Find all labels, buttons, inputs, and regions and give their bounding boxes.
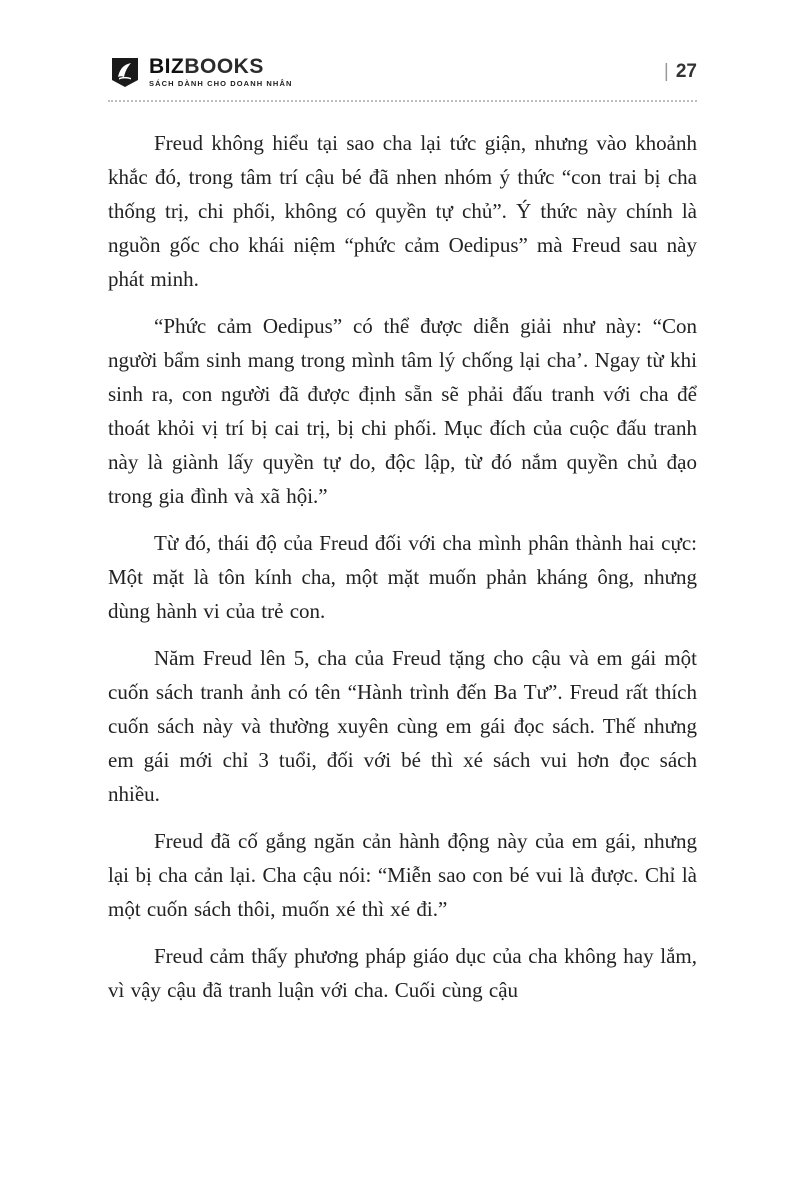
page-content	[108, 126, 697, 1007]
paragraph-1: Freud không hiểu tại sao cha lại tức giận, nhưng vào khoảnh khắc đó, trong tâm trí cậu bé đã nhen nhóm ý thức “con trai bị cha thống trị, chi phối, không có quyền tự chủ”. Ý thức này chính là nguồn gốc cho khái niệm “phức cảm Oedipus” mà Freud sau này phát minh.	[108, 131, 697, 291]
brand-name-biz: BIZ	[149, 55, 185, 79]
brand-tagline: SÁCH DÀNH CHO DOANH NHÂN	[149, 79, 293, 89]
paragraph-6: Freud cảm thấy phương pháp giáo dục của cha không hay lắm, vì vậy cậu đã tranh luận với cha. Cuối cùng cậu	[108, 944, 697, 1002]
header-divider	[108, 100, 697, 102]
bizbooks-brand	[108, 55, 292, 89]
page-header	[108, 50, 697, 94]
brand-name	[149, 56, 292, 77]
brand-text	[149, 56, 292, 88]
bizbooks-logo-icon	[108, 55, 142, 89]
page-number	[664, 61, 697, 83]
brand-name-books: BOOKS	[184, 55, 264, 79]
page-number-value: 27	[675, 61, 697, 82]
paragraph-3: Từ đó, thái độ của Freud đối với cha mình phân thành hai cực: Một mặt là tôn kính cha, một mặt muốn phản kháng ông, nhưng dùng hành vi của trẻ con.	[108, 531, 697, 623]
paragraph-4: Năm Freud lên 5, cha của Freud tặng cho cậu và em gái một cuốn sách tranh ảnh có tên “Hành trình đến Ba Tư”. Freud rất thích cuốn sách này và thường xuyên cùng em gái đọc sách. Thế nhưng em gái mới chỉ 3 tuổi, đối với bé thì xé sách vui hơn đọc sách nhiều.	[108, 646, 697, 806]
paragraph-5: Freud đã cố gắng ngăn cản hành động này của em gái, nhưng lại bị cha cản lại. Cha cậu nói: “Miễn sao con bé vui là được. Chỉ là một cuốn sách thôi, muốn xé thì xé đi.”	[108, 829, 697, 921]
paragraph-2: “Phức cảm Oedipus” có thể được diễn giải như này: “Con người bẩm sinh mang trong mình tâm lý chống lại cha’. Ngay từ khi sinh ra, con người đã được định sẵn sẽ phải đấu tranh với cha để thoát khỏi vị trí bị cai trị, bị chi phối. Mục đích của cuộc đấu tranh này là giành lấy quyền tự do, độc lập, từ đó nắm quyền chủ đạo trong gia đình và xã hội.”	[108, 314, 697, 508]
page-number-separator: |	[663, 61, 669, 82]
